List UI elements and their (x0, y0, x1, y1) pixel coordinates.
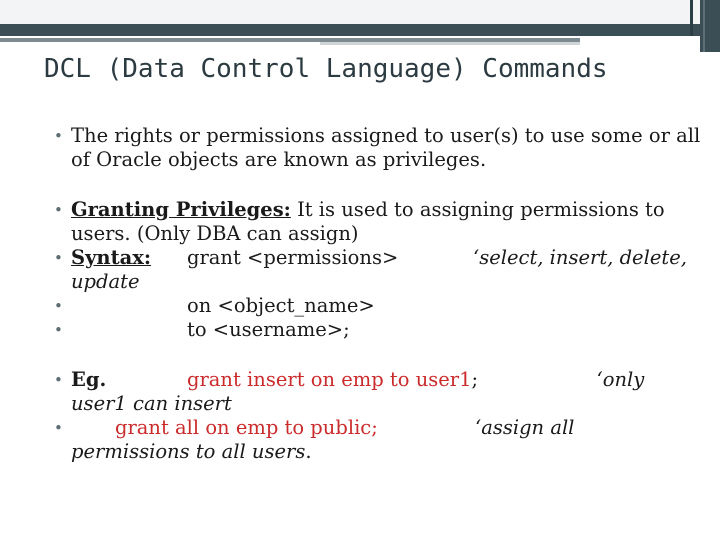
header-band (0, 0, 720, 24)
syntax-to-clause: to <username>; (187, 318, 350, 341)
example-2-period: . (305, 440, 312, 463)
header-stripe (690, 0, 693, 36)
bullet-syntax-on (54, 294, 704, 318)
example-1-semicolon: ; (471, 368, 479, 391)
example-2-code: grant all on emp to public; (115, 416, 378, 439)
bullet-syntax (54, 246, 704, 294)
bullet-privileges-definition (54, 124, 704, 172)
example-2-comment-continued: permissions to all users (71, 440, 306, 463)
syntax-comment: ‘select, insert, delete, (473, 246, 687, 269)
bullet-icon: • (54, 297, 63, 315)
bullet-icon: • (54, 419, 63, 437)
bullet-example-2 (54, 416, 704, 464)
syntax-on-clause: on <object_name> (187, 294, 375, 317)
example-1-code: grant insert on emp to user1 (187, 368, 472, 391)
example-1-comment-continued: user1 can insert (71, 392, 232, 415)
example-2-comment: ‘assign all (475, 416, 575, 439)
slide-title: DCL (Data Control Language) Commands (44, 54, 608, 84)
bullet-icon: • (54, 127, 63, 145)
syntax-code: grant <permissions> (187, 246, 399, 269)
privileges-definition-text: The rights or permissions assigned to user(s) to use some or all of Oracle objects are known as privileges. (71, 124, 701, 171)
bullet-icon: • (54, 321, 63, 339)
slide-body (54, 124, 704, 464)
header-stripe (703, 0, 705, 52)
header-bar (0, 24, 700, 36)
example-1-comment: ‘only (596, 368, 645, 391)
bullet-icon: • (54, 249, 63, 267)
syntax-comment-continued: update (71, 270, 140, 293)
bullet-syntax-to (54, 318, 704, 342)
title-underline-shadow (320, 42, 580, 45)
bullet-icon: • (54, 371, 63, 389)
bullet-granting-privileges (54, 198, 704, 246)
example-label: Eg. (71, 368, 107, 391)
granting-privileges-text: It is used to assigning permissions to users. (Only DBA can assign) (71, 198, 665, 245)
bullet-icon: • (54, 201, 63, 219)
bullet-example-1 (54, 368, 704, 416)
syntax-label: Syntax: (71, 246, 152, 269)
granting-privileges-label: Granting Privileges: (71, 198, 291, 221)
